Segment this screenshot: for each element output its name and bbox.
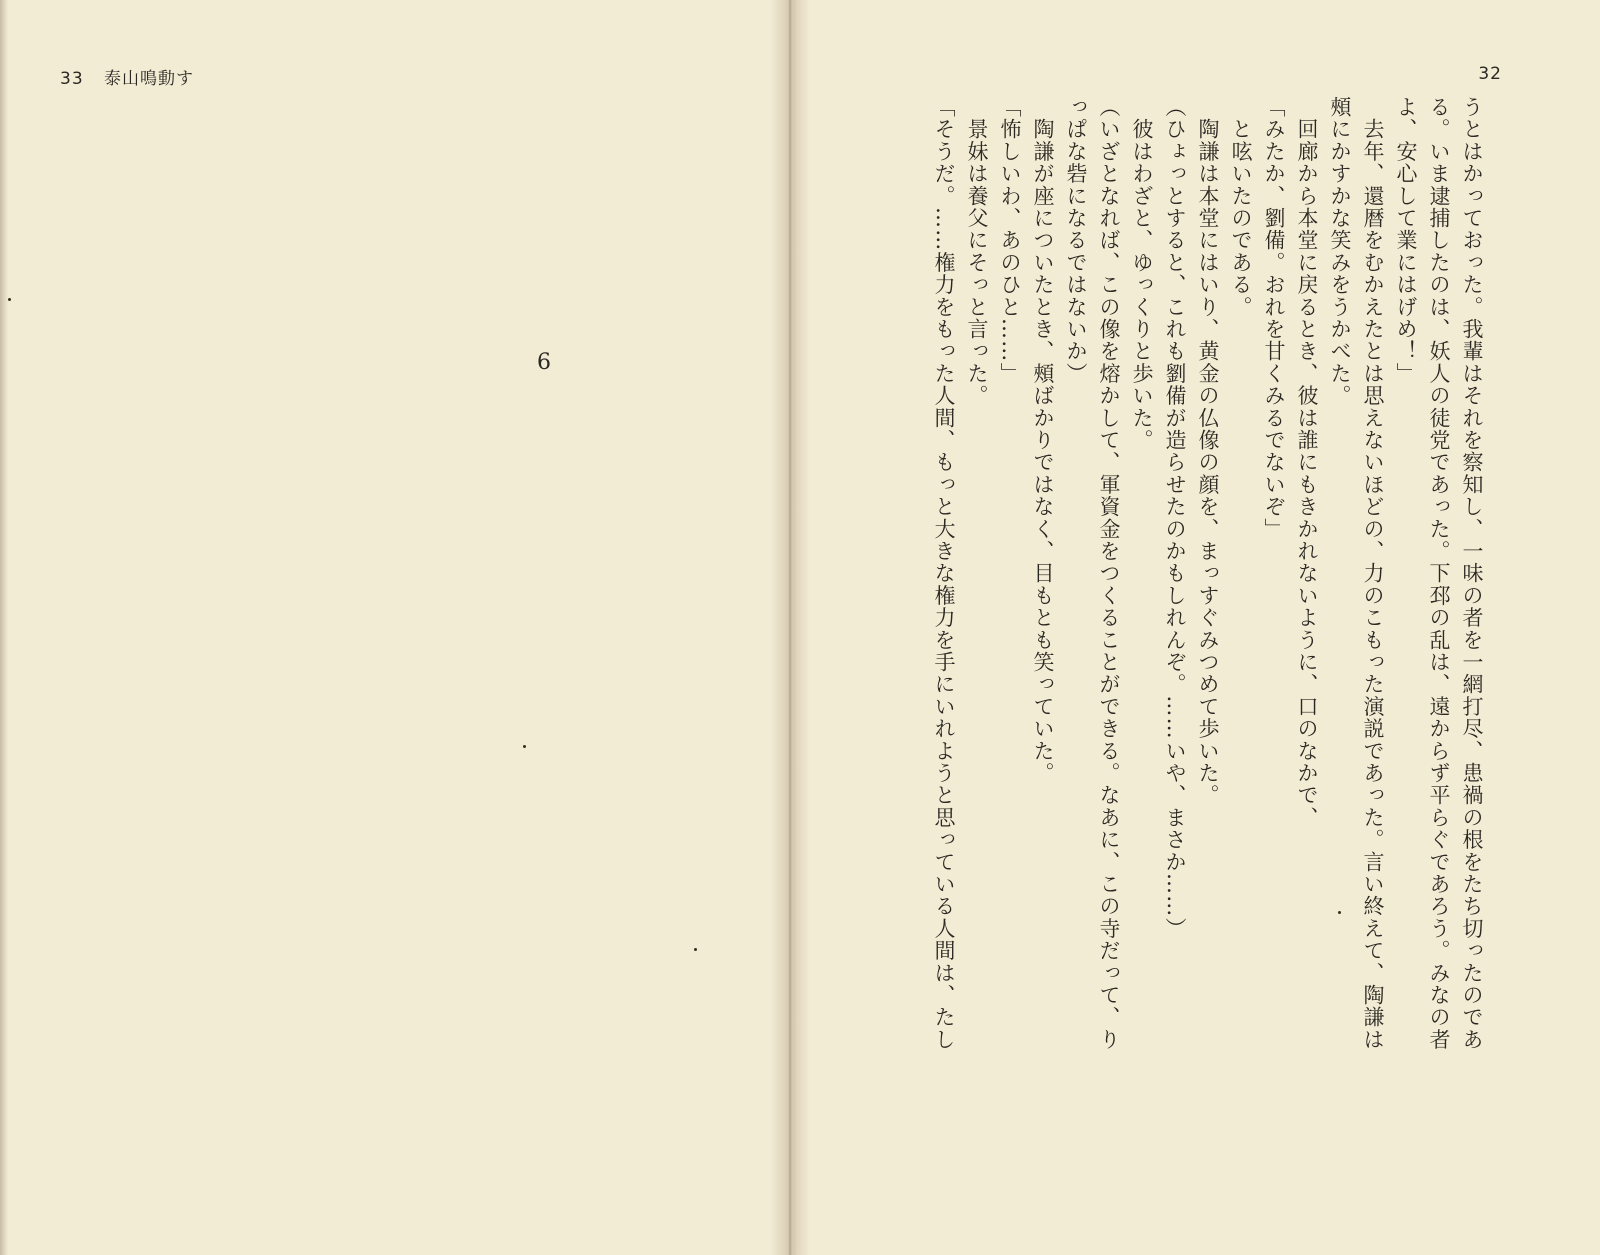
text-line: 「怖しいわ、あのひと……」 bbox=[998, 96, 1022, 385]
text-line: うとはかっておった。我輩はそれを察知し、一味の者を一網打尽、患禍の根をたち切ったのであ bbox=[1460, 96, 1484, 1051]
paper-speck bbox=[523, 745, 526, 748]
right-page bbox=[796, 0, 1600, 1255]
text-line: っぱな砦になるではないか） bbox=[1064, 96, 1088, 385]
text-line: 景妹は養父にそっと言った。 bbox=[965, 96, 989, 407]
left-page bbox=[0, 0, 790, 1255]
paper-speck bbox=[1338, 911, 1341, 914]
text-line: よ、安心して業にはげめ！」 bbox=[1394, 96, 1418, 385]
text-line: 「そうだ。……権力をもった人間、もっと大きな権力を手にいれようと思っている人間は、たし bbox=[932, 96, 956, 1051]
text-line: 陶謙が座についたとき、頰ばかりではなく、目もとも笑っていた。 bbox=[1031, 96, 1055, 785]
text-line: 頰にかすかな笑みをうかべた。 bbox=[1328, 96, 1352, 407]
text-line: る。いま逮捕したのは、妖人の徒党であった。下邳の乱は、遠からず平らぐであろう。みなの者 bbox=[1427, 96, 1451, 1051]
paper-speck bbox=[8, 298, 11, 301]
page-edge-shadow bbox=[0, 0, 8, 1255]
left-page-header bbox=[60, 64, 194, 89]
book-gutter bbox=[770, 0, 810, 1255]
text-line: 回廊から本堂に戻るとき、彼は誰にもきかれないように、口のなかで、 bbox=[1295, 96, 1319, 829]
text-line: （ひょっとすると、これも劉備が造らせたのかもしれんぞ。……いや、まさか……） bbox=[1163, 96, 1187, 940]
text-line: 陶謙は本堂にはいり、黄金の仏像の顔を、まっすぐみつめて歩いた。 bbox=[1196, 96, 1220, 807]
right-page-body bbox=[927, 96, 1488, 1176]
running-head: 泰山鳴動す bbox=[104, 69, 195, 89]
paper-speck bbox=[694, 948, 697, 951]
right-page-number: 32 bbox=[1478, 64, 1502, 84]
text-line: （いざとなれば、この像を熔かして、軍資金をつくることができる。なあに、この寺だって、り bbox=[1097, 96, 1121, 1051]
text-line: 去年、還暦をむかえたとは思えないほどの、力のこもった演説であった。言い終えて、陶謙は bbox=[1361, 96, 1385, 1051]
section-number: 6 bbox=[537, 350, 551, 375]
left-page-number: 33 bbox=[60, 69, 84, 89]
text-line: 彼はわざと、ゆっくりと歩いた。 bbox=[1130, 96, 1154, 452]
text-line: 「みたか、劉備。おれを甘くみるでないぞ」 bbox=[1262, 96, 1286, 540]
text-line: と呟いたのである。 bbox=[1229, 96, 1253, 318]
